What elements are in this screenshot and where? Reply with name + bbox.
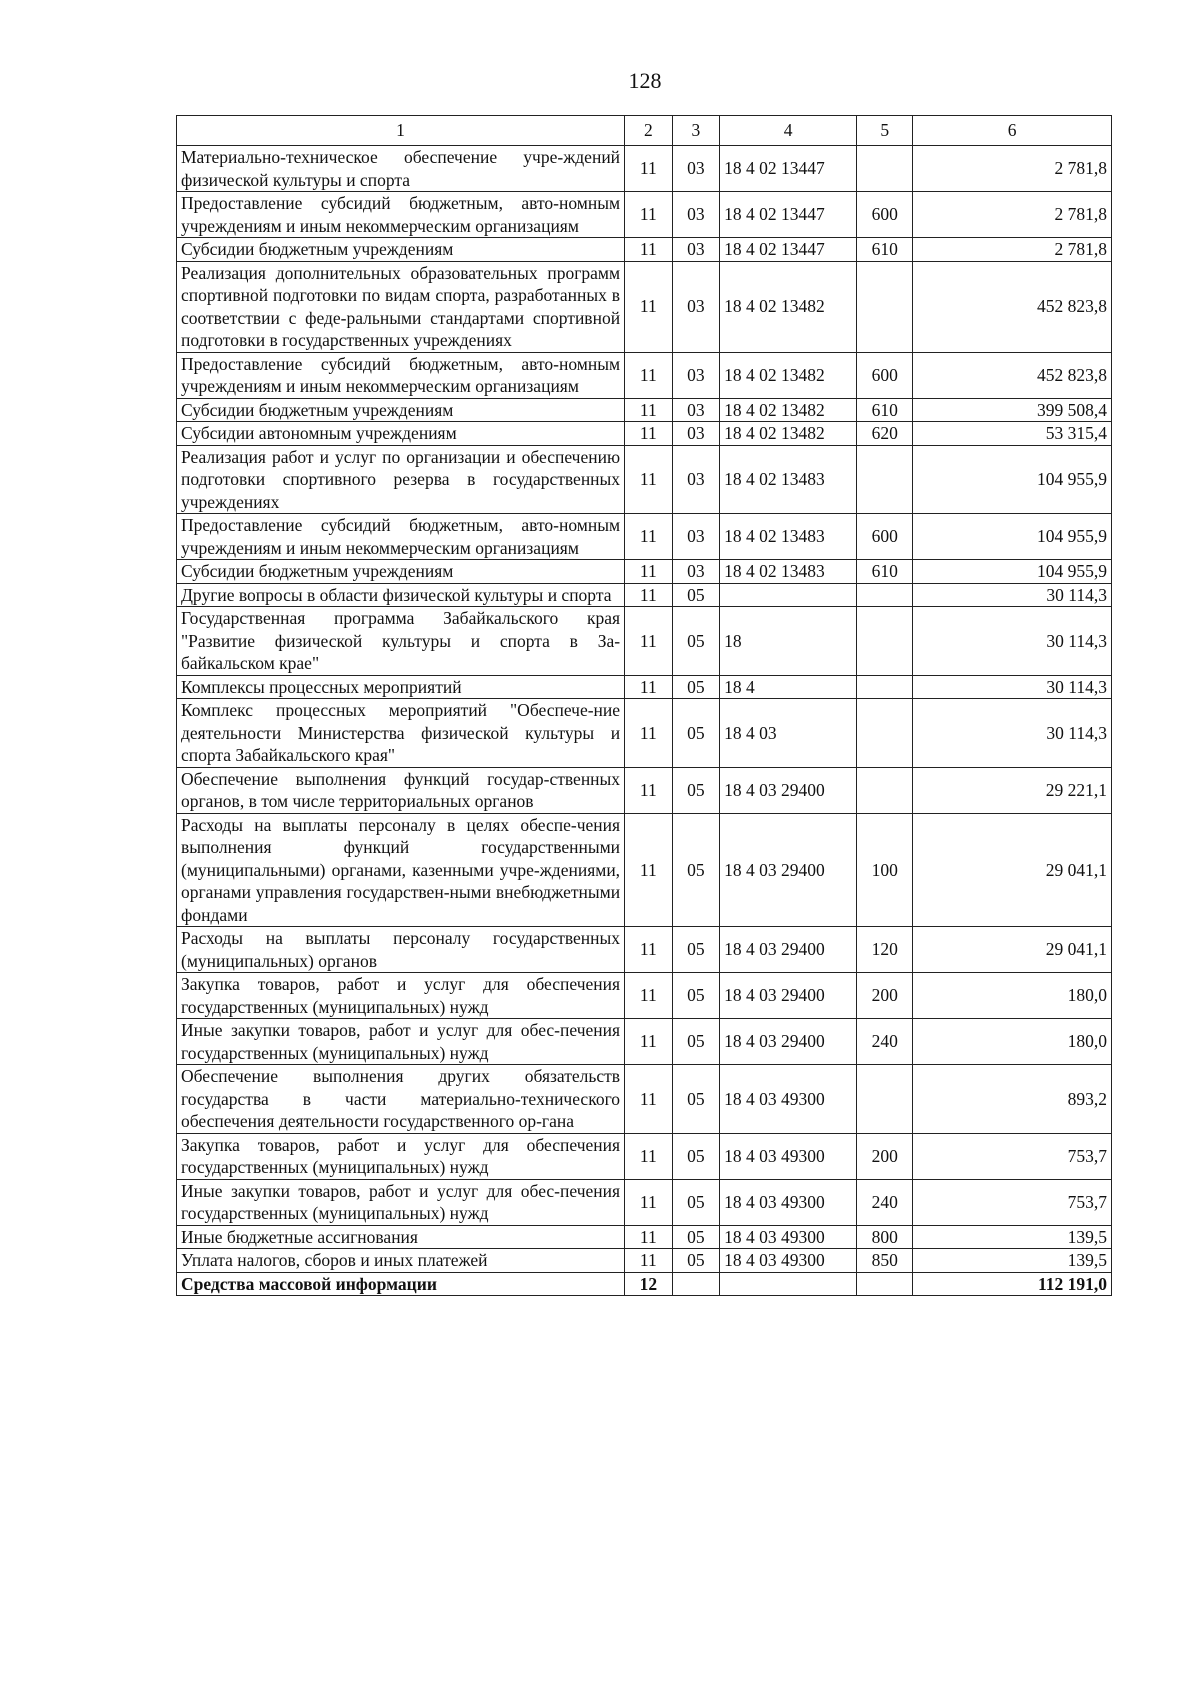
item-name-cell: Субсидии бюджетным учреждениям	[177, 238, 625, 262]
total-row	[177, 1272, 1112, 1296]
target-article-code-cell: 18 4 02 13482	[720, 422, 857, 446]
amount-cell: 29 041,1	[913, 813, 1112, 927]
amount-cell: 29 221,1	[913, 767, 1112, 813]
subsection-code-cell: 03	[672, 422, 720, 446]
expense-type-code-cell: 120	[857, 927, 913, 973]
table-row	[177, 813, 1112, 927]
item-name-cell: Реализация работ и услуг по организации и обеспечению подготовки спортивного резерва в государственных учреждениях	[177, 445, 625, 514]
section-code-cell: 11	[625, 1249, 673, 1273]
expense-type-code-cell	[857, 1065, 913, 1134]
table-row	[177, 514, 1112, 560]
target-article-code-cell: 18 4 02 13482	[720, 352, 857, 398]
amount-cell: 30 114,3	[913, 607, 1112, 676]
amount-cell: 2 781,8	[913, 192, 1112, 238]
table-row	[177, 1065, 1112, 1134]
table-row	[177, 583, 1112, 607]
target-article-code-cell: 18 4 03 49300	[720, 1225, 857, 1249]
subsection-code-cell: 03	[672, 261, 720, 352]
item-name-cell: Предоставление субсидий бюджетным, авто-номным учреждениям и иным некоммерческим организациям	[177, 352, 625, 398]
target-article-code-cell: 18 4	[720, 675, 857, 699]
section-code-cell: 11	[625, 261, 673, 352]
subsection-code-cell: 03	[672, 192, 720, 238]
table-row	[177, 973, 1112, 1019]
expense-type-code-cell	[857, 146, 913, 192]
item-name-cell: Субсидии бюджетным учреждениям	[177, 560, 625, 584]
subsection-code-cell: 03	[672, 146, 720, 192]
section-code-cell: 11	[625, 445, 673, 514]
item-name-cell: Другие вопросы в области физической культуры и спорта	[177, 583, 625, 607]
expense-type-code-cell: 600	[857, 192, 913, 238]
header-row	[177, 116, 1112, 146]
table-row	[177, 192, 1112, 238]
amount-cell: 139,5	[913, 1249, 1112, 1273]
target-article-code-cell: 18 4 02 13482	[720, 261, 857, 352]
section-code-cell: 11	[625, 699, 673, 768]
target-article-code-cell: 18 4 02 13483	[720, 514, 857, 560]
subsection-code-cell: 05	[672, 927, 720, 973]
amount-cell: 180,0	[913, 1019, 1112, 1065]
item-name-cell: Реализация дополнительных образовательных программ спортивной подготовки по видам спорта, разработанных в соответствии с феде-ральными стандартами спортивной подготовки в государственных учреждениях	[177, 261, 625, 352]
subsection-code-cell: 05	[672, 583, 720, 607]
subsection-code-cell: 05	[672, 767, 720, 813]
item-name-cell: Предоставление субсидий бюджетным, авто-номным учреждениям и иным некоммерческим организациям	[177, 514, 625, 560]
budget-table	[176, 115, 1112, 1296]
amount-cell: 180,0	[913, 973, 1112, 1019]
amount-cell: 104 955,9	[913, 560, 1112, 584]
amount-cell: 30 114,3	[913, 675, 1112, 699]
header-cell-2: 2	[625, 116, 673, 146]
target-article-code-cell: 18 4 02 13482	[720, 398, 857, 422]
table-row	[177, 1133, 1112, 1179]
expense-type-code-cell: 240	[857, 1179, 913, 1225]
amount-cell: 753,7	[913, 1179, 1112, 1225]
item-name-cell: Средства массовой информации	[177, 1272, 625, 1296]
expense-type-code-cell	[857, 607, 913, 676]
section-code-cell: 11	[625, 1179, 673, 1225]
table-row	[177, 238, 1112, 262]
table-row	[177, 675, 1112, 699]
section-code-cell: 11	[625, 146, 673, 192]
target-article-code-cell	[720, 583, 857, 607]
amount-cell: 104 955,9	[913, 514, 1112, 560]
target-article-code-cell: 18 4 03 49300	[720, 1179, 857, 1225]
subsection-code-cell	[672, 1272, 720, 1296]
item-name-cell: Закупка товаров, работ и услуг для обеспечения государственных (муниципальных) нужд	[177, 1133, 625, 1179]
subsection-code-cell: 05	[672, 675, 720, 699]
amount-cell: 2 781,8	[913, 238, 1112, 262]
expense-type-code-cell: 600	[857, 514, 913, 560]
target-article-code-cell	[720, 1272, 857, 1296]
item-name-cell: Комплекс процессных мероприятий "Обеспече-ние деятельности Министерства физической культуры и спорта Забайкальского края"	[177, 699, 625, 768]
target-article-code-cell: 18 4 02 13483	[720, 560, 857, 584]
section-code-cell: 11	[625, 238, 673, 262]
target-article-code-cell: 18	[720, 607, 857, 676]
expense-type-code-cell: 850	[857, 1249, 913, 1273]
subsection-code-cell: 03	[672, 514, 720, 560]
section-code-cell: 12	[625, 1272, 673, 1296]
section-code-cell: 11	[625, 1065, 673, 1134]
section-code-cell: 11	[625, 514, 673, 560]
expense-type-code-cell: 200	[857, 1133, 913, 1179]
table-row	[177, 560, 1112, 584]
section-code-cell: 11	[625, 927, 673, 973]
subsection-code-cell: 03	[672, 398, 720, 422]
section-code-cell: 11	[625, 675, 673, 699]
table-row	[177, 699, 1112, 768]
item-name-cell: Расходы на выплаты персоналу в целях обеспе-чения выполнения функций государственными (муниципальными) органами, казенными учре-ждениями, органами управления государствен-ными внебюджетными фондами	[177, 813, 625, 927]
target-article-code-cell: 18 4 02 13447	[720, 238, 857, 262]
table-row	[177, 146, 1112, 192]
table-row	[177, 927, 1112, 973]
expense-type-code-cell	[857, 583, 913, 607]
amount-cell: 452 823,8	[913, 261, 1112, 352]
subsection-code-cell: 05	[672, 1133, 720, 1179]
expense-type-code-cell	[857, 699, 913, 768]
expense-type-code-cell: 610	[857, 398, 913, 422]
item-name-cell: Предоставление субсидий бюджетным, авто-номным учреждениям и иным некоммерческим организациям	[177, 192, 625, 238]
subsection-code-cell: 05	[672, 1225, 720, 1249]
target-article-code-cell: 18 4 03	[720, 699, 857, 768]
section-code-cell: 11	[625, 813, 673, 927]
item-name-cell: Субсидии бюджетным учреждениям	[177, 398, 625, 422]
amount-cell: 452 823,8	[913, 352, 1112, 398]
section-code-cell: 11	[625, 560, 673, 584]
item-name-cell: Комплексы процессных мероприятий	[177, 675, 625, 699]
subsection-code-cell: 05	[672, 1249, 720, 1273]
section-code-cell: 11	[625, 973, 673, 1019]
expense-type-code-cell	[857, 675, 913, 699]
target-article-code-cell: 18 4 03 29400	[720, 927, 857, 973]
table-row	[177, 1225, 1112, 1249]
table-row	[177, 767, 1112, 813]
expense-type-code-cell: 200	[857, 973, 913, 1019]
expense-type-code-cell	[857, 1272, 913, 1296]
header-cell-3: 3	[672, 116, 720, 146]
section-code-cell: 11	[625, 1225, 673, 1249]
header-cell-4: 4	[720, 116, 857, 146]
item-name-cell: Обеспечение выполнения других обязательств государства в части материально-технического обеспечения деятельности государственного ор-гана	[177, 1065, 625, 1134]
table-row	[177, 1249, 1112, 1273]
header-cell-5: 5	[857, 116, 913, 146]
expense-type-code-cell: 610	[857, 560, 913, 584]
header-cell-6: 6	[913, 116, 1112, 146]
amount-cell: 104 955,9	[913, 445, 1112, 514]
subsection-code-cell: 03	[672, 560, 720, 584]
expense-type-code-cell: 610	[857, 238, 913, 262]
subsection-code-cell: 03	[672, 352, 720, 398]
amount-cell: 30 114,3	[913, 583, 1112, 607]
item-name-cell: Уплата налогов, сборов и иных платежей	[177, 1249, 625, 1273]
target-article-code-cell: 18 4 03 49300	[720, 1133, 857, 1179]
subsection-code-cell: 05	[672, 1019, 720, 1065]
target-article-code-cell: 18 4 03 29400	[720, 1019, 857, 1065]
expense-type-code-cell: 100	[857, 813, 913, 927]
item-name-cell: Субсидии автономным учреждениям	[177, 422, 625, 446]
amount-cell: 753,7	[913, 1133, 1112, 1179]
expense-type-code-cell	[857, 445, 913, 514]
item-name-cell: Иные бюджетные ассигнования	[177, 1225, 625, 1249]
target-article-code-cell: 18 4 03 29400	[720, 767, 857, 813]
amount-cell: 30 114,3	[913, 699, 1112, 768]
amount-cell: 53 315,4	[913, 422, 1112, 446]
subsection-code-cell: 03	[672, 238, 720, 262]
item-name-cell: Закупка товаров, работ и услуг для обеспечения государственных (муниципальных) нужд	[177, 973, 625, 1019]
subsection-code-cell: 05	[672, 1179, 720, 1225]
target-article-code-cell: 18 4 03 49300	[720, 1065, 857, 1134]
page-number: 128	[628, 68, 662, 93]
amount-cell: 29 041,1	[913, 927, 1112, 973]
table-row	[177, 1019, 1112, 1065]
table-row	[177, 398, 1112, 422]
table-body	[177, 146, 1112, 1296]
section-code-cell: 11	[625, 398, 673, 422]
table-row	[177, 445, 1112, 514]
subsection-code-cell: 05	[672, 607, 720, 676]
expense-type-code-cell: 600	[857, 352, 913, 398]
subsection-code-cell: 05	[672, 1065, 720, 1134]
amount-cell: 112 191,0	[913, 1272, 1112, 1296]
target-article-code-cell: 18 4 02 13447	[720, 192, 857, 238]
target-article-code-cell: 18 4 02 13447	[720, 146, 857, 192]
subsection-code-cell: 05	[672, 699, 720, 768]
item-name-cell: Расходы на выплаты персоналу государственных (муниципальных) органов	[177, 927, 625, 973]
item-name-cell: Обеспечение выполнения функций государ-ственных органов, в том числе территориальных органов	[177, 767, 625, 813]
section-code-cell: 11	[625, 422, 673, 446]
section-code-cell: 11	[625, 1019, 673, 1065]
item-name-cell: Иные закупки товаров, работ и услуг для обес-печения государственных (муниципальных) нужд	[177, 1179, 625, 1225]
section-code-cell: 11	[625, 583, 673, 607]
subsection-code-cell: 05	[672, 813, 720, 927]
section-code-cell: 11	[625, 1133, 673, 1179]
subsection-code-cell: 03	[672, 445, 720, 514]
section-code-cell: 11	[625, 607, 673, 676]
expense-type-code-cell	[857, 261, 913, 352]
item-name-cell: Иные закупки товаров, работ и услуг для обес-печения государственных (муниципальных) нужд	[177, 1019, 625, 1065]
subsection-code-cell: 05	[672, 973, 720, 1019]
target-article-code-cell: 18 4 02 13483	[720, 445, 857, 514]
amount-cell: 893,2	[913, 1065, 1112, 1134]
item-name-cell: Государственная программа Забайкальского края "Развитие физической культуры и спорта в За-байкальском крае"	[177, 607, 625, 676]
expense-type-code-cell: 620	[857, 422, 913, 446]
amount-cell: 2 781,8	[913, 146, 1112, 192]
target-article-code-cell: 18 4 03 29400	[720, 973, 857, 1019]
section-code-cell: 11	[625, 767, 673, 813]
table-row	[177, 261, 1112, 352]
header-cell-1: 1	[177, 116, 625, 146]
amount-cell: 399 508,4	[913, 398, 1112, 422]
target-article-code-cell: 18 4 03 29400	[720, 813, 857, 927]
section-code-cell: 11	[625, 352, 673, 398]
expense-type-code-cell: 240	[857, 1019, 913, 1065]
expense-type-code-cell	[857, 767, 913, 813]
item-name-cell: Материально-техническое обеспечение учре-ждений физической культуры и спорта	[177, 146, 625, 192]
table-row	[177, 352, 1112, 398]
table-row	[177, 1179, 1112, 1225]
section-code-cell: 11	[625, 192, 673, 238]
table-row	[177, 607, 1112, 676]
amount-cell: 139,5	[913, 1225, 1112, 1249]
expense-type-code-cell: 800	[857, 1225, 913, 1249]
target-article-code-cell: 18 4 03 49300	[720, 1249, 857, 1273]
table-row	[177, 422, 1112, 446]
